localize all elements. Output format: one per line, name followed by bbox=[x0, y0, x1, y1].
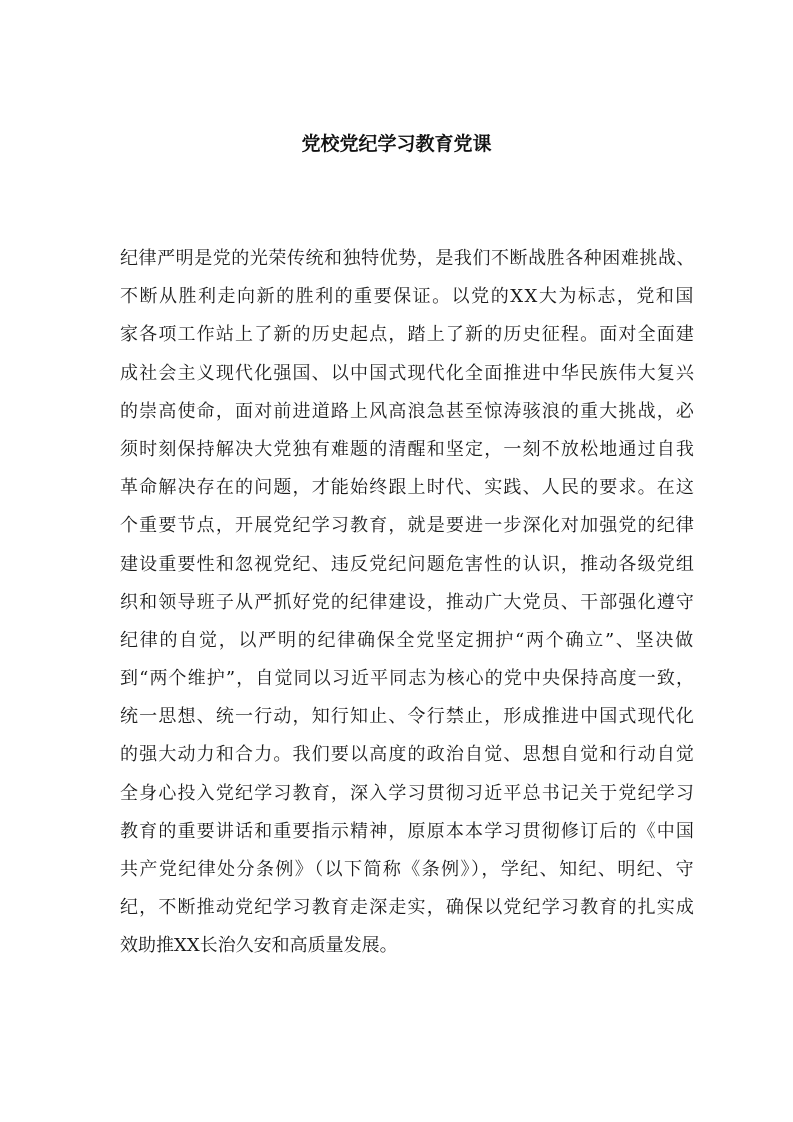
paragraph-line: 全身心投入党纪学习教育，深入学习贯彻习近平总书记关于党纪学习 bbox=[120, 782, 695, 804]
paragraph-line: 不断从胜利走向新的胜利的重要保证。以党的XX大为标志，党和国 bbox=[120, 286, 695, 308]
paragraph-line: 教育的重要讲话和重要指示精神，原原本本学习贯彻修订后的《中国 bbox=[120, 820, 695, 842]
paragraph-line: 革命解决存在的问题，才能始终跟上时代、实践、人民的要求。在这 bbox=[120, 477, 695, 499]
paragraph-line: 须时刻保持解决大党独有难题的清醒和坚定，一刻不放松地通过自我 bbox=[120, 438, 695, 460]
paragraph-line: 纪律严明是党的光荣传统和独特优势，是我们不断战胜各种困难挑战、 bbox=[120, 248, 695, 269]
body-paragraph bbox=[120, 240, 695, 966]
paragraph-line: 共产党纪律处分条例》（以下简称《条例》），学纪、知纪、明纪、守 bbox=[120, 859, 695, 880]
paragraph-line: 统一思想、统一行动，知行知止、令行禁止，形成推进中国式现代化 bbox=[120, 706, 695, 728]
paragraph-line: 的崇高使命，面对前进道路上风高浪急甚至惊涛骇浪的重大挑战，必 bbox=[120, 400, 695, 422]
paragraph-line: 纪律的自觉，以严明的纪律确保全党坚定拥护“两个确立”、坚决做 bbox=[120, 629, 695, 651]
document-title: 党校党纪学习教育党课 bbox=[301, 133, 492, 155]
paragraph-line: 建设重要性和忽视党纪、违反党纪问题危害性的认识，推动各级党组 bbox=[120, 553, 695, 575]
paragraph-line: 效助推XX长治久安和高质量发展。 bbox=[120, 935, 398, 957]
paragraph-line: 的强大动力和合力。我们要以高度的政治自觉、思想自觉和行动自觉 bbox=[120, 744, 695, 766]
paragraph-line: 织和领导班子从严抓好党的纪律建设，推动广大党员、干部强化遵守 bbox=[120, 591, 695, 613]
paragraph-line: 家各项工作站上了新的历史起点，踏上了新的历史征程。面对全面建 bbox=[120, 324, 695, 346]
paragraph-line: 纪，不断推动党纪学习教育走深走实，确保以党纪学习教育的扎实成 bbox=[120, 897, 695, 919]
paragraph-line: 个重要节点，开展党纪学习教育，就是要进一步深化对加强党的纪律 bbox=[120, 515, 695, 537]
paragraph-line: 到“两个维护”，自觉同以习近平同志为核心的党中央保持高度一致， bbox=[120, 668, 695, 690]
paragraph-line: 成社会主义现代化强国、以中国式现代化全面推进中华民族伟大复兴 bbox=[120, 362, 695, 384]
